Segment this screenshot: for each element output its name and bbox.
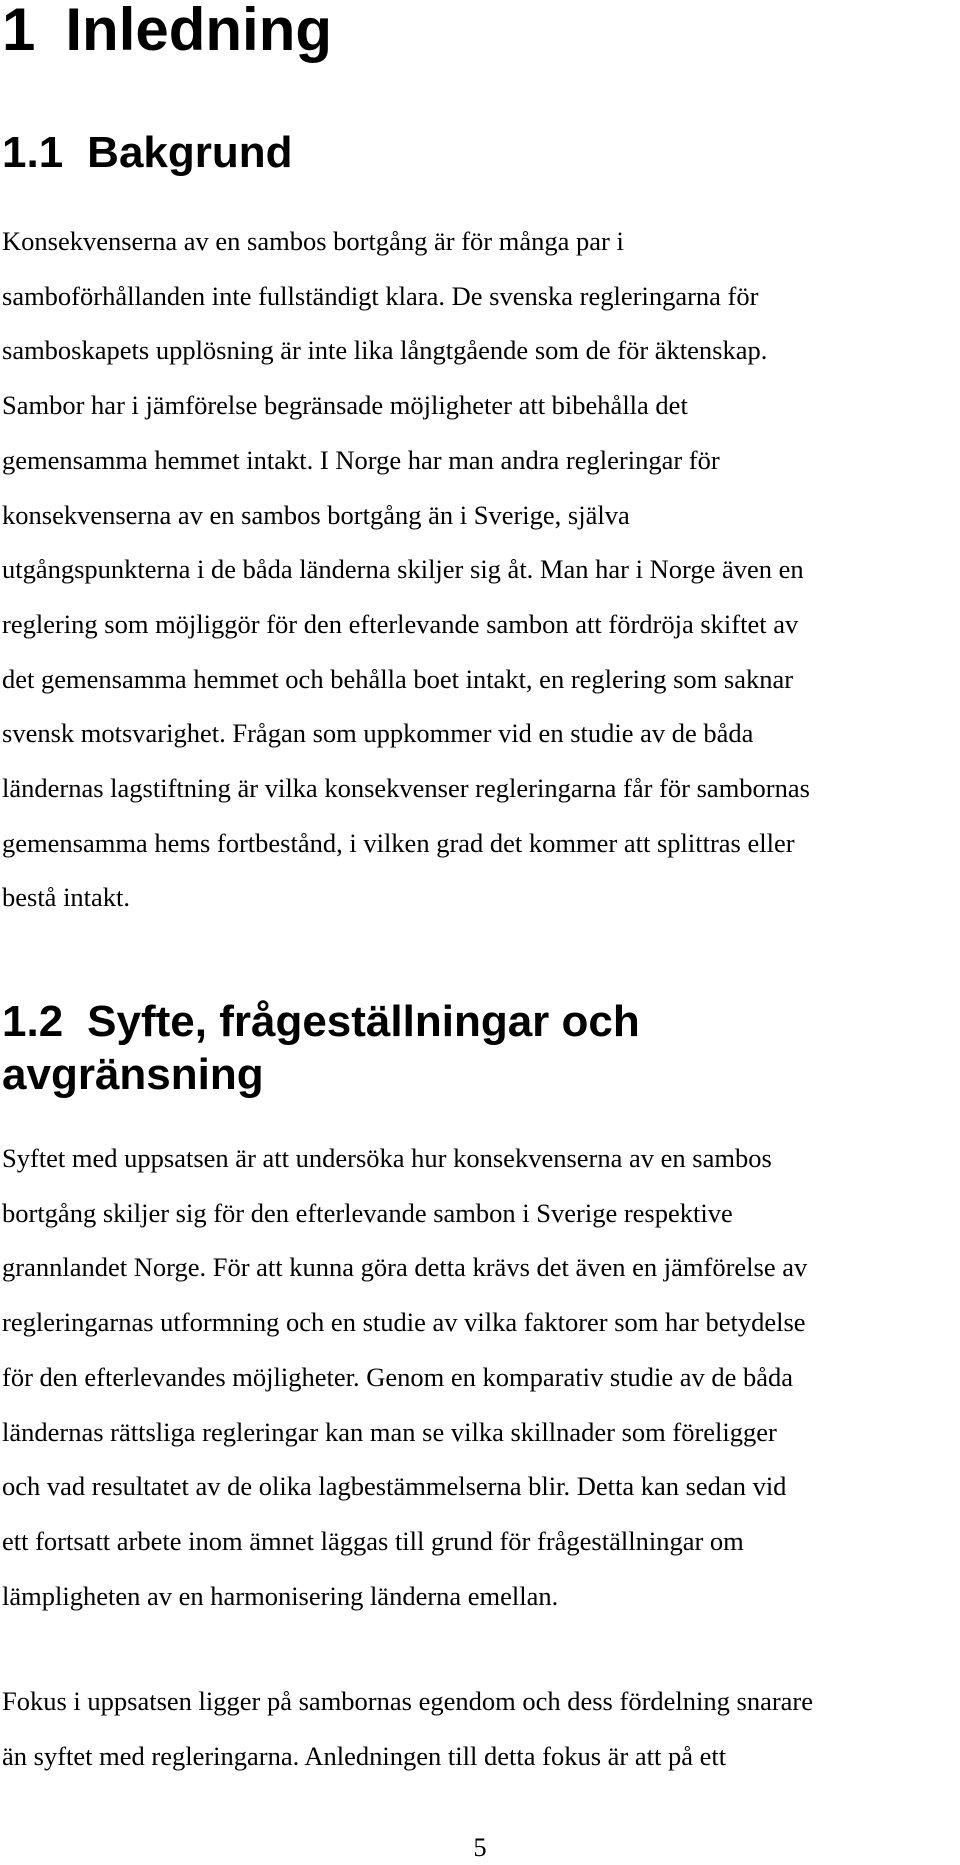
section-title: Bakgrund — [87, 128, 293, 177]
text-line: regleringarnas utformning och en studie av vilka faktorer som har betydelse — [2, 1307, 806, 1338]
chapter-heading — [2, 0, 332, 66]
section-number: 1.2 — [2, 997, 64, 1046]
text-line: utgångspunkterna i de båda länderna skiljer sig åt. Man har i Norge även en — [2, 554, 804, 585]
paragraph-fokus — [2, 1674, 813, 1783]
text-line: Sambor har i jämförelse begränsade möjligheter att bibehålla det — [2, 390, 688, 421]
page-number: 5 — [473, 1832, 487, 1862]
text-line: ländernas rättsliga regleringar kan man se vilka skillnader som föreligger — [2, 1416, 777, 1447]
text-line: konsekvenserna av en sambos bortgång än i Sverige, själva — [2, 499, 630, 530]
text-line: lämpligheten av en harmonisering länderna emellan. — [2, 1580, 559, 1611]
section-title: Syfte, frågeställningar och avgränsning — [2, 997, 640, 1099]
section-number: 1.1 — [2, 128, 64, 177]
paragraph-syfte — [2, 1131, 807, 1623]
text-line: än syftet med regleringarna. Anledningen till detta fokus är att på ett — [2, 1740, 727, 1771]
text-line: Fokus i uppsatsen ligger på sambornas egendom och dess fördelning snarare — [2, 1686, 814, 1716]
section-heading-bakgrund — [2, 126, 293, 179]
text-line: det gemensamma hemmet och behålla boet intakt, en reglering som saknar — [2, 663, 794, 694]
text-line: Konsekvenserna av en sambos bortgång är för många par i — [2, 226, 624, 256]
paragraph-bakgrund — [2, 214, 810, 925]
text-line: samboskapets upplösning är inte lika långtgående som de för äktenskap. — [2, 335, 768, 366]
text-line: gemensamma hemmet intakt. I Norge har man andra regleringar för — [2, 444, 720, 475]
text-line: Syftet med uppsatsen är att undersöka hur konsekvenserna av en sambos — [2, 1143, 772, 1173]
text-line: och vad resultatet av de olika lagbestämmelserna blir. Detta kan sedan vid — [2, 1471, 787, 1502]
text-line: grannlandet Norge. För att kunna göra detta krävs det även en jämförelse av — [2, 1252, 808, 1283]
text-line: samboförhållanden inte fullständigt klara. De svenska regleringarna för — [2, 280, 759, 311]
text-line: bestå intakt. — [2, 882, 131, 913]
text-line: gemensamma hems fortbestånd, i vilken grad det kommer att splittras eller — [2, 827, 795, 858]
text-line: bortgång skiljer sig för den efterlevande sambon i Sverige respektive — [2, 1197, 733, 1228]
text-line: reglering som möjliggör för den efterlevande sambon att fördröja skiftet av — [2, 608, 799, 639]
chapter-number: 1 — [2, 0, 36, 63]
text-line: ländernas lagstiftning är vilka konsekvenser regleringarna får för sambornas — [2, 773, 810, 804]
text-line: ett fortsatt arbete inom ämnet läggas till grund för frågeställningar om — [2, 1525, 744, 1556]
text-line: svensk motsvarighet. Frågan som uppkommer vid en studie av de båda — [2, 718, 754, 749]
text-line: för den efterlevandes möjligheter. Genom en komparativ studie av de båda — [2, 1361, 794, 1392]
chapter-title: Inledning — [65, 0, 333, 63]
section-heading-syfte — [2, 995, 902, 1101]
